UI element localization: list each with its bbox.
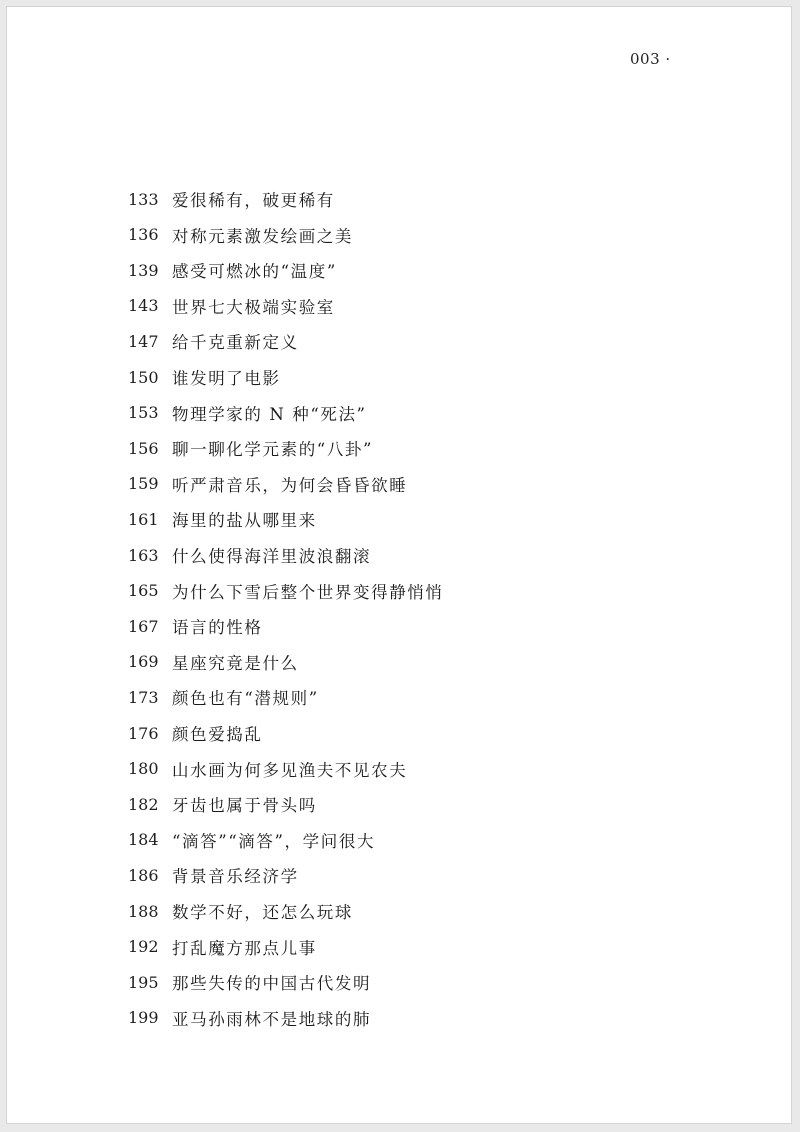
toc-title: 语言的性格	[172, 618, 263, 638]
toc-title: 感受可燃冰的“温度”	[172, 262, 337, 282]
toc-page-number: 167	[128, 616, 159, 636]
toc-entry[interactable]	[128, 258, 337, 282]
toc-page-number: 150	[128, 367, 159, 387]
toc-page-number: 195	[128, 972, 159, 992]
toc-title: 世界七大极端实验室	[172, 297, 335, 317]
toc-entry[interactable]	[128, 329, 299, 353]
toc-page-number: 163	[128, 545, 159, 565]
toc-title: 山水画为何多见渔夫不见农夫	[172, 760, 408, 780]
toc-title: 谁发明了电影	[172, 369, 281, 388]
toc-entry[interactable]	[128, 650, 299, 674]
toc-entry[interactable]	[128, 436, 373, 460]
toc-title: 爱很稀有，破更稀有	[172, 191, 335, 210]
toc-title: 对称元素激发绘画之美	[172, 226, 353, 246]
toc-title: “滴答”“滴答”，学问很大	[172, 831, 376, 851]
toc-page-number: 169	[128, 652, 159, 672]
toc-page-number: 182	[128, 794, 159, 814]
toc-page-number: 192	[128, 937, 159, 957]
toc-title: 那些失传的中国古代发明	[172, 974, 372, 994]
toc-entry[interactable]	[128, 187, 335, 211]
toc-page-number: 184	[128, 830, 159, 850]
toc-title: 打乱魔方那点儿事	[172, 938, 317, 958]
toc-page-number: 188	[128, 901, 159, 921]
toc-page-number: 139	[128, 260, 159, 280]
toc-page-number: 156	[128, 438, 159, 458]
page-number: 003 ·	[630, 50, 671, 68]
toc-title: 什么使得海洋里波浪翻滚	[172, 547, 372, 566]
toc-title: 数学不好，还怎么玩球	[172, 903, 353, 922]
toc-page-number: 165	[128, 581, 159, 601]
toc-title: 星座究竟是什么	[172, 653, 299, 673]
toc-entry[interactable]	[128, 863, 299, 887]
toc-entry[interactable]	[128, 828, 375, 852]
toc-entry[interactable]	[128, 365, 281, 389]
toc-entry[interactable]	[128, 507, 317, 531]
toc-title: 物理学家的 N 种“死法”	[172, 404, 367, 424]
toc-page-number: 136	[128, 225, 159, 245]
toc-title: 海里的盐从哪里来	[172, 511, 317, 531]
toc-title: 亚马孙雨林不是地球的肺	[172, 1009, 372, 1029]
toc-entry[interactable]	[128, 614, 263, 638]
toc-entry[interactable]	[128, 472, 407, 496]
toc-entry[interactable]	[128, 579, 444, 603]
toc-page-number: 173	[128, 687, 159, 707]
toc-entry[interactable]	[128, 223, 353, 247]
toc-title: 牙齿也属于骨头吗	[172, 796, 317, 816]
toc-page-number: 143	[128, 296, 159, 316]
toc-entry[interactable]	[128, 757, 407, 781]
toc-page-number: 161	[128, 509, 159, 529]
toc-page-number: 133	[128, 189, 159, 209]
toc-title: 聊一聊化学元素的“八卦”	[172, 440, 374, 460]
toc-title: 为什么下雪后整个世界变得静悄悄	[172, 582, 444, 602]
toc-page-number: 153	[128, 403, 159, 423]
toc-title: 背景音乐经济学	[172, 867, 299, 887]
toc-entry[interactable]	[128, 935, 317, 959]
toc-entry[interactable]	[128, 721, 263, 745]
toc-entry[interactable]	[128, 543, 371, 567]
toc-entry[interactable]	[128, 899, 353, 923]
toc-title: 颜色爱捣乱	[172, 725, 263, 744]
toc-page-number: 159	[128, 474, 159, 494]
toc-page-number: 176	[128, 723, 159, 743]
toc-entry[interactable]	[128, 401, 367, 425]
toc-title: 颜色也有“潜规则”	[172, 689, 319, 709]
toc-page-number: 180	[128, 759, 159, 779]
toc-entry[interactable]	[128, 685, 319, 709]
toc-page-number: 199	[128, 1008, 159, 1028]
toc-entry[interactable]	[128, 792, 317, 816]
toc-title: 给千克重新定义	[172, 333, 299, 353]
toc-entry[interactable]	[128, 1006, 371, 1030]
toc-entry[interactable]	[128, 970, 371, 994]
toc-title: 听严肃音乐，为何会昏昏欲睡	[172, 475, 408, 495]
toc-entry[interactable]	[128, 294, 335, 318]
toc-page-number: 147	[128, 331, 159, 351]
toc-page-number: 186	[128, 865, 159, 885]
